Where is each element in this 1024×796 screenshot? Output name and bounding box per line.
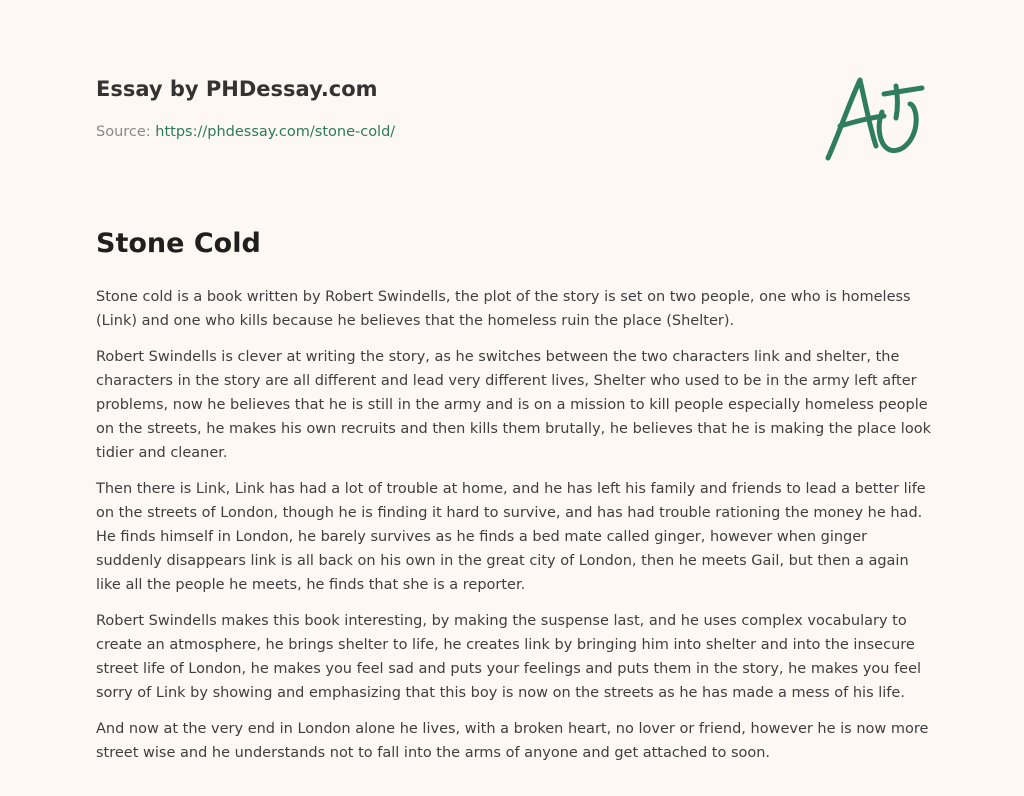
essay-body: [96, 285, 932, 777]
essay-title: Stone Cold: [96, 228, 261, 259]
page-header: [96, 74, 936, 140]
source-line: [96, 124, 395, 140]
site-title: Essay by PHDessay.com: [96, 77, 378, 101]
essay-paragraph: Stone cold is a book written by Robert Swindells, the plot of the story is set on two people, one who is homeless (Link) and one who kills because he believes that the homeless ruin the place (Shelter).: [96, 289, 911, 329]
essay-paragraph: Robert Swindells makes this book interesting, by making the suspense last, and he uses complex vocabulary to create an atmosphere, he brings shelter to life, he creates link by bringing him into shelter and into the insecure street life of London, he makes you feel sad and puts your feelings and puts them in the story, he makes you feel sorry of Link by showing and emphasizing that this boy is now on the streets as he has made a mess of his life.: [96, 613, 922, 701]
a-plus-grade-icon: [818, 66, 930, 166]
essay-paragraph: And now at the very end in London alone he lives, with a broken heart, no lover or friend, however he is now more street wise and he understands not to fall into the arms of anyone and get attached to soon.: [96, 721, 929, 761]
essay-paragraph: Robert Swindells is clever at writing the story, as he switches between the two characters link and shelter, the characters in the story are all different and lead very different lives, Shelter who used to be in the army left after problems, now he believes that he is still in the army and is on a mission to kill people especially homeless people on the streets, he makes his own recruits and then kills them brutally, he believes that he is making the place look tidier and cleaner.: [96, 349, 931, 461]
source-link[interactable]: https://phdessay.com/stone-cold/: [155, 124, 396, 140]
source-label: Source:: [96, 124, 156, 140]
essay-paragraph: Then there is Link, Link has had a lot of trouble at home, and he has left his family and friends to lead a better life on the streets of London, though he is finding it hard to survive, and has had trouble rationing the money he had. He finds himself in London, he barely survives as he finds a bed mate called ginger, however when ginger suddenly disappears link is all back on his own in the great city of London, then he meets Gail, but then a again like all the people he meets, he finds that she is a reporter.: [96, 481, 926, 593]
